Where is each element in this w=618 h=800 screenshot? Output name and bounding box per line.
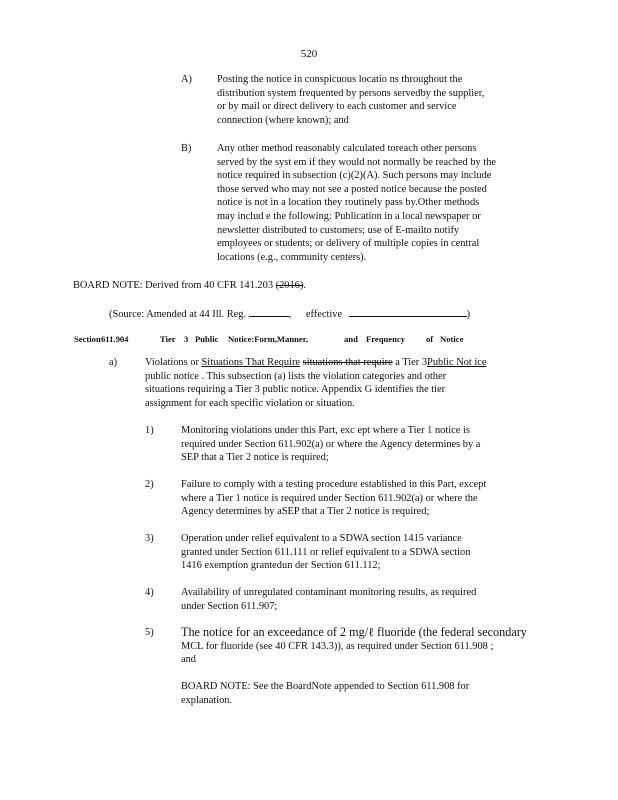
item-a-paragraph bbox=[217, 73, 526, 127]
board-note-text: BOARD NOTE: Derived from 40 CFR 141.203 bbox=[73, 280, 274, 291]
text-line: under Section 611.907; bbox=[181, 600, 278, 612]
source-effective: effective bbox=[305, 309, 343, 320]
section-word: Section bbox=[74, 334, 101, 344]
effective-date-blank bbox=[349, 306, 467, 317]
heading-public: Public bbox=[195, 334, 219, 344]
struck-year: (2016) bbox=[275, 280, 304, 291]
heading-three: 3 bbox=[184, 334, 189, 344]
text-line bbox=[145, 356, 499, 370]
text-line: where a Tier 1 notice is required under Section 611.902(a) or where the bbox=[181, 492, 478, 504]
text-line: locations (e.g., community centers). bbox=[217, 251, 367, 263]
text-line: 1416 exemption grantedun der Section 611.112; bbox=[181, 560, 381, 572]
item-label-3: 3) bbox=[145, 533, 154, 544]
source-prefix: (Source: Amended at 44 Ill. Reg. bbox=[109, 309, 247, 320]
heading-tier: Tier bbox=[160, 334, 176, 344]
text-line: or by mail or direct delivery to each customer and service bbox=[217, 101, 457, 113]
item-label-5: 5) bbox=[145, 627, 154, 638]
heading-notice-form: Notice:Form,Manner, bbox=[228, 334, 308, 344]
item-label-2: 2) bbox=[145, 479, 154, 490]
item-label-1: 1) bbox=[145, 425, 154, 436]
heading-notice: Notice bbox=[440, 334, 464, 344]
item-label-a: A) bbox=[181, 74, 192, 85]
text-line: and bbox=[181, 654, 197, 666]
text-line: employees or students; or delivery of multiple copies in central bbox=[217, 238, 480, 250]
item-label-a-lower: a) bbox=[109, 357, 118, 368]
text-line: Agency determines by aSEP that a Tier 2 notice is required; bbox=[181, 506, 430, 518]
text-line: Any other method reasonably calculated toreach other persons bbox=[217, 143, 477, 154]
board-note-period: . bbox=[303, 280, 306, 291]
text-line: Operation under relief equivalent to a SDWA section 1415 variance bbox=[181, 533, 462, 544]
item-a-lower-paragraph bbox=[145, 356, 499, 410]
text-line-large: The notice for an exceedance of 2 mg/ℓ fluoride (the federal secondary bbox=[181, 625, 527, 639]
text-line: assignment for each specific violation or situation. bbox=[145, 397, 355, 409]
text-line: notice is not in a location they routinely pass by.Other methods bbox=[217, 197, 480, 209]
text-line: situations requiring a Tier 3 public notice. Appendix G identifies the tier bbox=[145, 384, 446, 396]
struck-deletion: situations that require bbox=[302, 357, 393, 368]
text-line: explanation. bbox=[181, 694, 233, 706]
text-run: a Tier 3 bbox=[392, 357, 428, 368]
item-label-b: B) bbox=[181, 143, 192, 154]
register-blank bbox=[249, 306, 289, 317]
text-line: Monitoring violations under this Part, exc ept where a Tier 1 notice is bbox=[181, 425, 470, 436]
source-comma: , bbox=[288, 309, 292, 320]
section-number: 611.904 bbox=[101, 334, 129, 344]
board-note-see bbox=[181, 680, 521, 707]
text-line: Posting the notice in conspicuous locatio ns throughout the bbox=[217, 74, 463, 85]
text-line: distribution system frequented by persons servedby the supplier, bbox=[217, 87, 485, 99]
source-close: ) bbox=[466, 309, 471, 320]
heading-frequency: Frequency bbox=[366, 334, 405, 344]
text-line: Failure to comply with a testing procedure established in this Part, except bbox=[181, 479, 487, 490]
text-line: required under Section 611.902(a) or where the Agency determines by a bbox=[181, 438, 481, 450]
text-line: connection (where known); and bbox=[217, 114, 349, 126]
text-line: those served who may not see a posted notice because the posted bbox=[217, 183, 487, 195]
text-line: notice required in subsection (c)(2)(A). Such persons may include bbox=[217, 170, 492, 182]
text-line: BOARD NOTE: See the BoardNote appended to Section 611.908 for bbox=[181, 681, 470, 692]
item-label-4: 4) bbox=[145, 587, 154, 598]
text-line: may includ e the following: Publication in a local newspaper or bbox=[217, 210, 481, 222]
text-line: MCL for fluoride (see 40 CFR 143.3)), as required under Section 611.908 ; bbox=[181, 640, 494, 652]
item-1-paragraph bbox=[181, 424, 531, 465]
heading-and: and bbox=[344, 334, 358, 344]
text-run: Violations or bbox=[145, 357, 202, 368]
text-line: Availability of unregulated contaminant monitoring results, as required bbox=[181, 587, 477, 598]
underlined-insertion: Public Not ice bbox=[427, 357, 487, 368]
text-line: newsletter distributed to customers; use of E-mailto notify bbox=[217, 224, 460, 236]
item-2-paragraph bbox=[181, 478, 531, 519]
item-5-paragraph bbox=[181, 626, 541, 667]
text-line: SEP that a Tier 2 notice is required; bbox=[181, 452, 329, 464]
source-note bbox=[109, 306, 470, 322]
item-4-paragraph bbox=[181, 586, 521, 613]
underlined-insertion: Situations That Require bbox=[201, 357, 301, 368]
text-line: granted under Section 611.111 or relief equivalent to a SDWA section bbox=[181, 546, 471, 558]
text-line: served by the syst em if they would not normally be reached by the bbox=[217, 156, 497, 168]
heading-of: of bbox=[426, 334, 434, 344]
text-line: public notice . This subsection (a) lists the violation categories and other bbox=[145, 370, 447, 382]
item-b-paragraph bbox=[217, 142, 537, 264]
page-number: 520 bbox=[300, 48, 318, 60]
board-note-derived bbox=[73, 279, 306, 293]
item-3-paragraph bbox=[181, 532, 521, 573]
